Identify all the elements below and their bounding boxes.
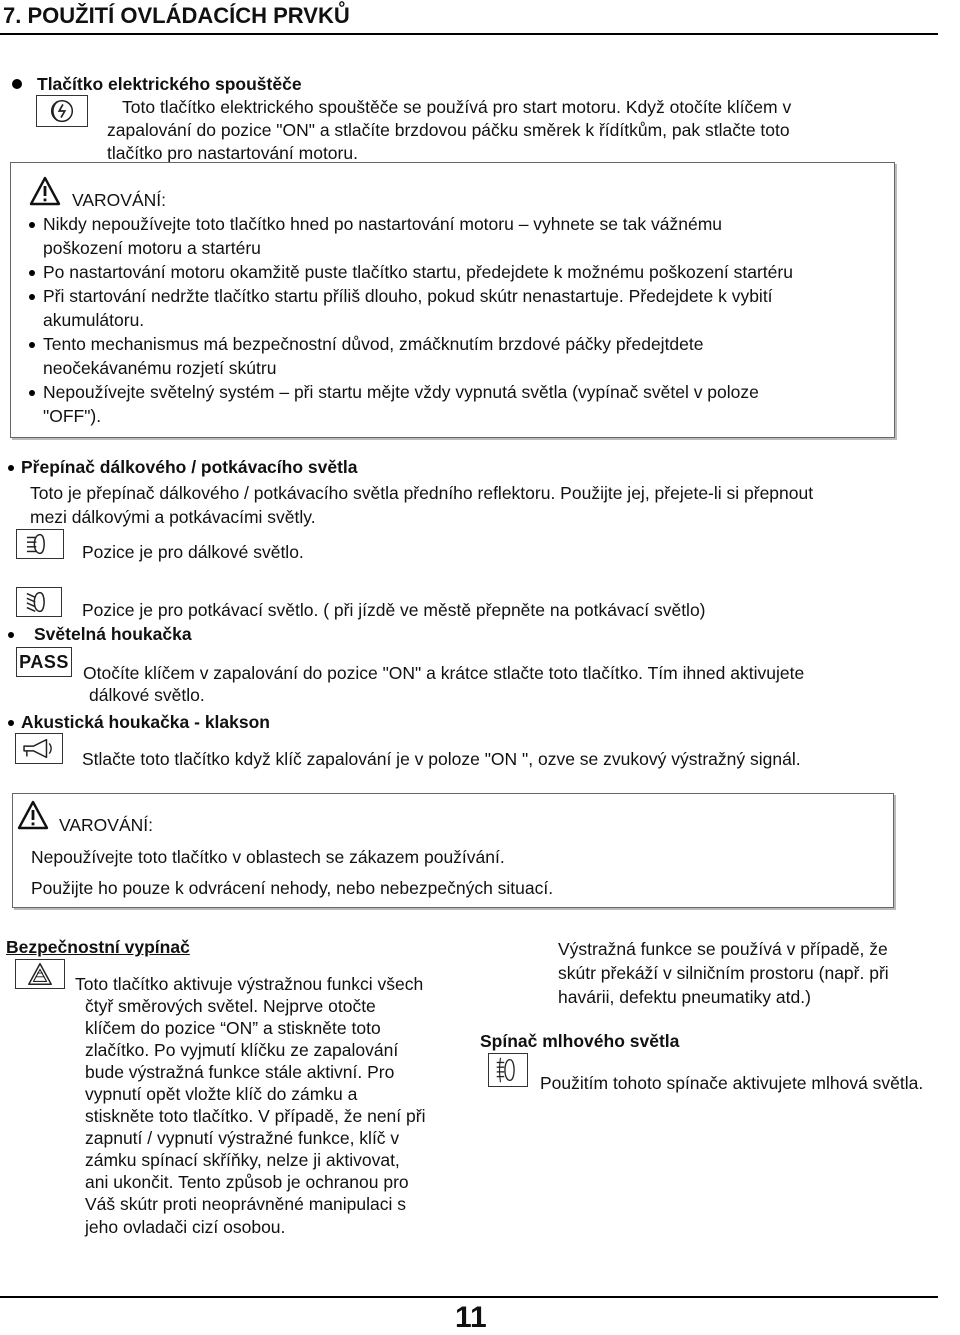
hazard-text: zlačítko. Po vyjmutí klíčku ze zapalování [85, 1040, 399, 1060]
hazard-text: zámku spínací skříňky, nelze ji aktivovat, [85, 1150, 400, 1170]
bullet [29, 270, 35, 276]
hazard-text: klíčem do pozice “ON” a stiskněte toto [85, 1018, 381, 1038]
dimmer-text-2: mezi dálkovými a potkávacími světly. [30, 507, 316, 527]
starter-text-3: tlačítko pro nastartování motoru. [107, 143, 358, 163]
title-rule [0, 33, 938, 35]
bullet [29, 294, 35, 300]
warning-item: Nepoužívejte světelný systém – při startu mějte vždy vypnutá světla (vypínač světel v poloze [43, 382, 759, 402]
warning-icon [29, 176, 61, 206]
hazard-text: Váš skútr proti neoprávněné manipulaci s [85, 1194, 407, 1214]
warning-item: poškození motoru a startéru [43, 238, 261, 258]
dimmer-text-1: Toto je přepínač dálkového / potkávacího světla předního reflektoru. Použijte jej, přejete-li si přepnout [30, 483, 814, 503]
starter-text-1: Toto tlačítko elektrického spouštěče se používá pro start motoru. Když otočíte klíčem v [122, 97, 792, 117]
hazard-usage-text: havárii, defektu pneumatiky atd.) [558, 987, 811, 1007]
low-beam-text: Pozice je pro potkávací světlo. ( při jízdě ve městě přepněte na potkávací světlo) [82, 600, 706, 620]
bullet [29, 222, 35, 228]
bullet [29, 342, 35, 348]
horn-icon [15, 733, 63, 764]
warning-icon [17, 800, 49, 830]
high-beam-icon [16, 529, 64, 559]
footer-rule [0, 1296, 938, 1298]
passing-text-2: dálkové světlo. [89, 685, 205, 705]
dimmer-heading: Přepínač dálkového / potkávacího světla [21, 457, 358, 477]
warning-label: VAROVÁNÍ: [59, 815, 154, 835]
hazard-text: Toto tlačítko aktivuje výstražnou funkci všech [75, 974, 424, 994]
hazard-usage-text: Výstražná funkce se používá v případě, že [558, 939, 888, 959]
bullet [29, 390, 35, 396]
hazard-heading: Bezpečnostní vypínač [6, 937, 190, 957]
hazard-usage-text: skútr překáží v silničním prostoru (např. při [558, 963, 889, 983]
fog-heading: Spínač mlhového světla [480, 1031, 680, 1051]
hazard-icon [15, 959, 65, 989]
pass-icon: PASS [16, 647, 72, 677]
warning-text-1: Nepoužívejte toto tlačítko v oblastech se zákazem používání. [31, 847, 505, 867]
warning-item: neočekávanému rozjetí skútru [43, 358, 277, 378]
hazard-text: zapnutí / vypnutí výstražné funkce, klíč v [85, 1128, 400, 1148]
warning-item: akumulátoru. [43, 310, 145, 330]
horn-heading: Akustická houkačka - klakson [21, 712, 270, 732]
fog-text: Použitím tohoto spínače aktivujete mlhová světla. [540, 1073, 924, 1093]
warning-item: Při startování nedržte tlačítko startu příliš dlouho, pokud skútr nenastartuje. Předejdete k vybití [43, 286, 773, 306]
warning-item: Tento mechanismus má bezpečnostní důvod, zmáčknutím brzdové páčky předejtdete [43, 334, 704, 354]
high-beam-text: Pozice je pro dálkové světlo. [82, 542, 304, 562]
bullet [8, 632, 14, 638]
page-title: 7. POUŽITÍ OVLÁDACÍCH PRVKŮ [3, 3, 350, 28]
passing-heading: Světelná houkačka [34, 624, 192, 644]
warning-item: "OFF"). [43, 406, 102, 426]
hazard-text: bude výstražná funkce stále aktivní. Pro [85, 1062, 395, 1082]
hazard-text: čtyř směrových světel. Nejprve otočte [85, 996, 376, 1016]
starter-text-2: zapalování do pozice "ON" a stlačíte brzdovou páčku směrek k řídítkům, pak stlačte toto [107, 120, 790, 140]
hazard-text: ani ukončit. Tento způsob je ochranou pro [85, 1172, 409, 1192]
bullet [8, 720, 14, 726]
bullet [12, 79, 22, 89]
warning-item: Nikdy nepoužívejte toto tlačítko hned po nastartování motoru – vyhnete se tak vážnému [43, 214, 723, 234]
fog-light-icon [488, 1053, 528, 1087]
hazard-text: stiskněte toto tlačítko. V případě, že není při [85, 1106, 426, 1126]
passing-text-1: Otočíte klíčem v zapalování do pozice "ON" a krátce stlačte toto tlačítko. Tím ihned aktivujete [83, 663, 805, 683]
page-number: 11 [455, 1301, 487, 1334]
starter-heading: Tlačítko elektrického spouštěče [37, 74, 302, 94]
hazard-text: vypnutí opět vložte klíč do zámku a [85, 1084, 358, 1104]
horn-text: Stlačte toto tlačítko když klíč zapalování je v poloze "ON ", ozve se zvukový výstražný signál. [82, 749, 801, 769]
low-beam-icon [16, 587, 62, 617]
bullet [8, 465, 14, 471]
warning-label: VAROVÁNÍ: [72, 190, 167, 210]
starter-icon [36, 95, 88, 127]
warning-item: Po nastartování motoru okamžitě puste tlačítko startu, předejdete k možnému poškození startéru [43, 262, 793, 282]
warning-text-2: Použijte ho pouze k odvrácení nehody, nebo nebezpečných situací. [31, 878, 554, 898]
hazard-text: jeho ovladači cizí osobou. [85, 1217, 286, 1237]
